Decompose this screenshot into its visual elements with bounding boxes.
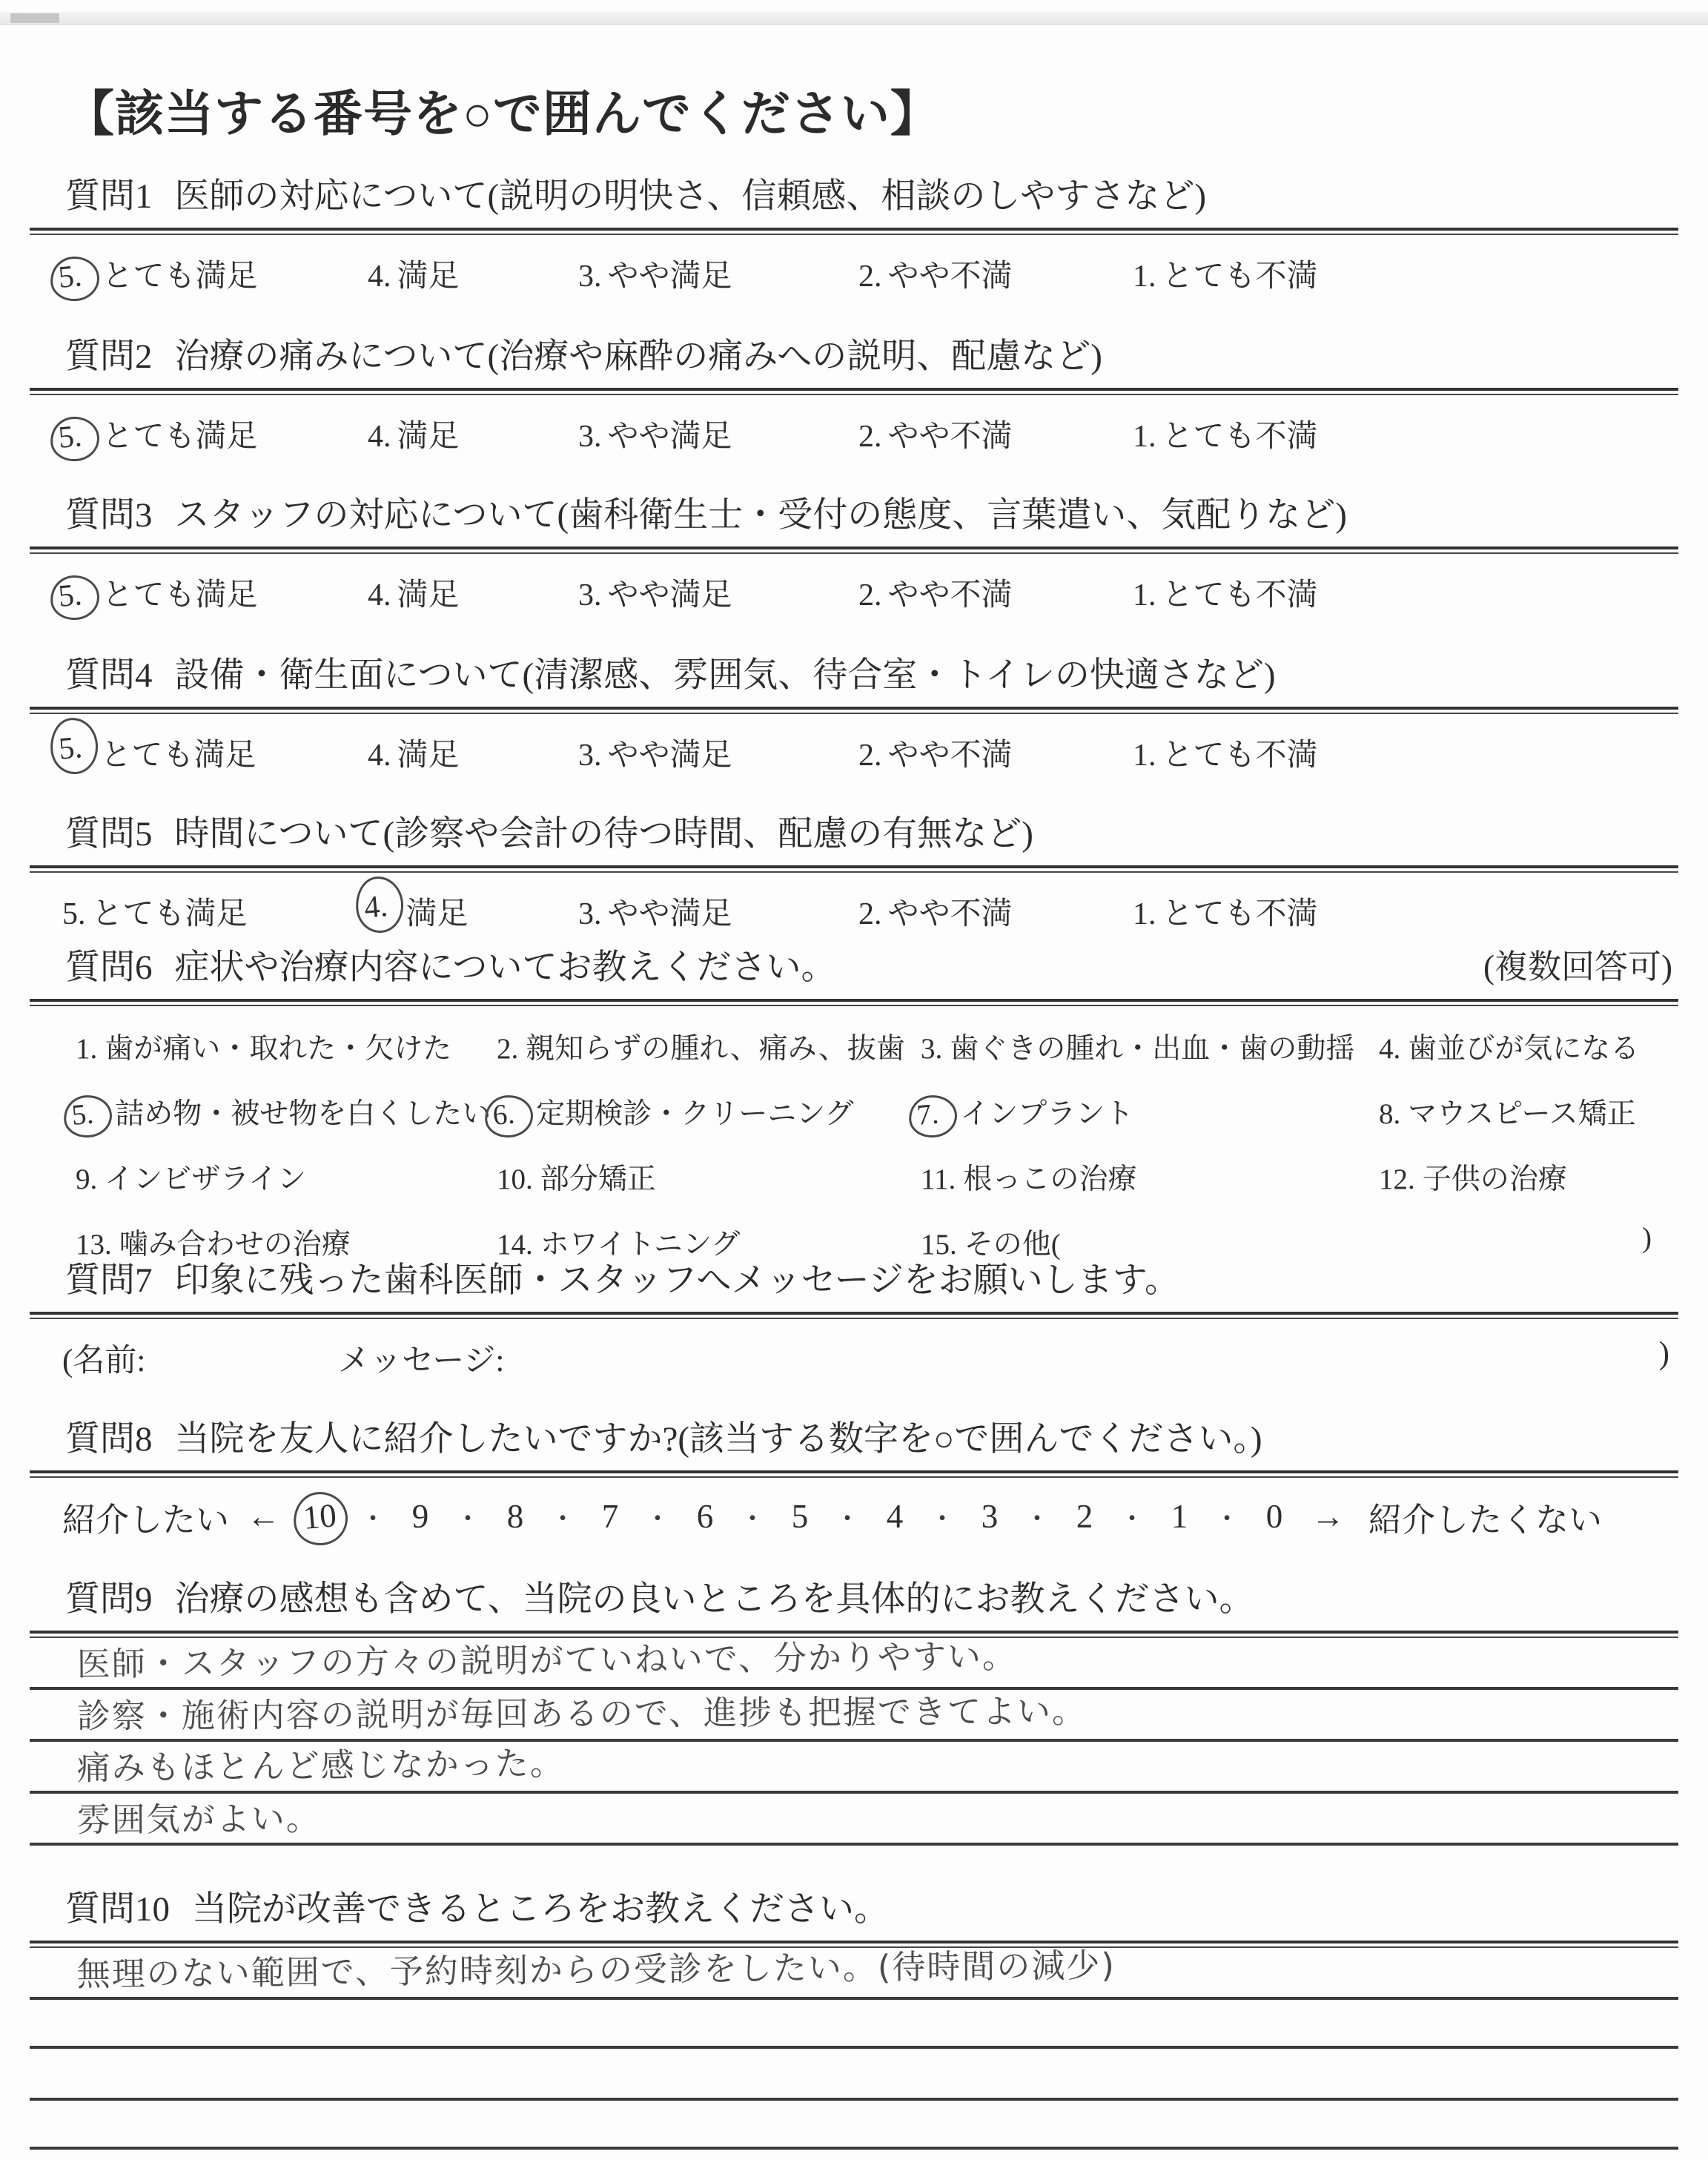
left-arrow-icon: ←	[247, 1498, 281, 1536]
scan-artifact-stub	[10, 13, 59, 23]
question-3-options	[30, 570, 1678, 615]
question-9-number: 質問9	[65, 1580, 153, 1619]
rating-option-5: 5. とても満足	[62, 412, 368, 456]
symptom-option-15-label: 15. その他(	[921, 1228, 1061, 1261]
scale-dot: ・	[1214, 1503, 1241, 1533]
question-2-text: 治療の痛みについて(治療や麻酔の痛みへの説明、配慮など)	[174, 337, 1102, 376]
close-paren: )	[1658, 1335, 1669, 1371]
question-6-options-grid	[30, 1025, 1678, 1263]
blank-ruled-line	[30, 2000, 1678, 2049]
rating-option-1: 1. とても不満	[1133, 419, 1318, 454]
question-10-heading	[30, 1888, 1678, 1932]
question-4-heading	[30, 654, 1678, 698]
question-9-text: 治療の感想も含めて、当院の良いところを具体的にお教えください。	[174, 1580, 1254, 1619]
rating-option-3: 3. やや満足	[578, 896, 732, 931]
question-7-text: 印象に残った歯科医師・スタッフへメッセージをお願いします。	[174, 1261, 1179, 1300]
question-2-block	[30, 335, 1678, 456]
rating-option-4: 4. 満足	[368, 259, 460, 294]
rating-option-4: 4. 満足	[368, 578, 460, 612]
scale-dot: ・	[929, 1503, 956, 1533]
scale-number-2: 2	[1076, 1498, 1093, 1536]
scale-number-3: 3	[981, 1498, 999, 1536]
selection-circle: 5.	[62, 1093, 114, 1139]
symptom-option-6: 6. 定期検診・クリーニング	[497, 1091, 921, 1132]
blank-ruled-line	[30, 2101, 1678, 2150]
question-2-number: 質問2	[65, 337, 153, 376]
ruled-line	[30, 999, 1678, 1006]
rating-option-5: 5. とても満足	[62, 730, 368, 775]
scale-number-0: 0	[1265, 1498, 1283, 1536]
rating-option-2: 2. やや不満	[858, 419, 1013, 454]
scale-number-6: 6	[696, 1498, 714, 1536]
handwritten-text: 痛みもほとんど感じなかった。	[76, 1743, 565, 1788]
symptom-option-7: 7. インプラント	[921, 1091, 1379, 1132]
ruled-line	[30, 228, 1678, 235]
nps-scale-row	[30, 1493, 1678, 1541]
selection-circle: 5.	[49, 415, 101, 463]
blank-ruled-line	[30, 2049, 1678, 2101]
rating-option-3: 3. やや満足	[578, 738, 732, 773]
handwritten-answer-line	[30, 1794, 1678, 1846]
question-3-text: スタッフの対応について(歯科衛生士・受付の態度、言葉遣い、気配りなど)	[174, 496, 1347, 535]
rating-option-1: 1. とても不満	[1133, 259, 1318, 294]
rating-option-2: 2. やや不満	[858, 738, 1013, 773]
selection-circle: 7.	[907, 1093, 959, 1139]
scale-number-5: 5	[791, 1498, 809, 1536]
symptom-option-11: 11. 根っこの治療	[921, 1163, 1137, 1195]
symptom-option-10: 10. 部分矯正	[497, 1163, 656, 1195]
rating-option-5: 5. とても満足	[62, 570, 368, 615]
scale-left-label: 紹介したい	[62, 1501, 230, 1539]
question-4-block	[30, 654, 1678, 775]
rating-option-2: 2. やや不満	[858, 259, 1013, 294]
handwritten-answer-line	[30, 1690, 1678, 1742]
symptom-option-9: 9. インビザライン	[76, 1163, 307, 1195]
question-8-heading	[30, 1418, 1678, 1462]
rating-option-4: 4. 満足	[368, 738, 460, 773]
question-4-number: 質問4	[65, 656, 153, 695]
question-7-answer-row	[30, 1335, 1678, 1381]
question-6-block	[30, 946, 1678, 1263]
question-1-text: 医師の対応について(説明の明快さ、信頼感、相談のしやすさなど)	[174, 177, 1206, 216]
question-1-block	[30, 175, 1678, 296]
rating-option-4: 4. 満足	[368, 889, 578, 934]
rating-option-2: 2. やや不満	[858, 896, 1013, 931]
ruled-line	[30, 1470, 1678, 1478]
right-arrow-icon: →	[1311, 1498, 1345, 1536]
scale-number-7: 7	[601, 1498, 619, 1536]
selection-circle: 10	[291, 1490, 350, 1548]
handwritten-text: 雰囲気がよい。	[76, 1798, 321, 1840]
scale-number-4: 4	[886, 1498, 904, 1536]
handwritten-answer-line	[30, 1742, 1678, 1794]
rating-option-1: 1. とても不満	[1133, 578, 1318, 612]
question-1-options	[30, 251, 1678, 296]
scan-artifact-band	[0, 12, 1708, 25]
scale-dot: ・	[1024, 1503, 1051, 1533]
handwritten-text: 診察・施術内容の説明が毎回あるので、進捗も把握できてよい。	[76, 1691, 1088, 1736]
scale-dot: ・	[1119, 1503, 1146, 1533]
question-5-block	[30, 813, 1678, 934]
question-6-text: 症状や治療内容についてお教えください。	[174, 948, 836, 987]
rating-option-3: 3. やや満足	[578, 419, 732, 454]
scale-number-10	[298, 1497, 345, 1536]
scale-right-label: 紹介したくない	[1368, 1501, 1603, 1539]
question-2-options	[30, 412, 1678, 456]
symptom-option-2: 2. 親知らずの腫れ、痛み、抜歯	[497, 1032, 905, 1065]
symptom-option-8: 8. マウスピース矯正	[1379, 1097, 1636, 1130]
handwritten-text: 医師・スタッフの方々の説明がていねいで、分かりやすい。	[76, 1636, 1018, 1684]
rating-option-1: 1. とても不満	[1133, 896, 1318, 931]
question-5-options	[30, 889, 1678, 934]
symptom-option-1: 1. 歯が痛い・取れた・欠けた	[76, 1032, 452, 1065]
question-3-heading	[30, 494, 1678, 538]
rating-option-5: 5. とても満足	[62, 896, 248, 931]
question-3-number: 質問3	[65, 496, 153, 535]
rating-option-2: 2. やや不満	[858, 578, 1013, 612]
question-7-block	[30, 1259, 1678, 1381]
symptom-option-15-other	[921, 1221, 1678, 1263]
question-5-text: 時間について(診察や会計の待つ時間、配慮の有無など)	[174, 815, 1033, 853]
symptom-option-12: 12. 子供の治療	[1379, 1163, 1567, 1195]
scale-number-9: 9	[411, 1498, 429, 1536]
question-10-number: 質問10	[65, 1890, 170, 1929]
handwritten-answer-line	[30, 1638, 1678, 1690]
name-field-label: (名前:	[62, 1343, 146, 1378]
scale-dot: ・	[834, 1503, 861, 1533]
question-10-block	[30, 1888, 1678, 2150]
question-1-number: 質問1	[65, 177, 153, 216]
multiple-answers-note: (複数回答可)	[1483, 948, 1672, 985]
rating-option-4: 4. 満足	[368, 419, 460, 454]
scale-dot: ・	[454, 1503, 482, 1533]
scale-dot: ・	[644, 1503, 672, 1533]
scale-dot: ・	[360, 1503, 387, 1533]
question-3-block	[30, 494, 1678, 615]
question-8-block	[30, 1418, 1678, 1541]
scale-number-8: 8	[506, 1498, 524, 1536]
question-10-text: 当院が改善できるところをお教えください。	[192, 1890, 889, 1929]
selection-circle: 5.	[49, 254, 101, 303]
question-4-text: 設備・衛生面について(清潔感、雰囲気、待合室・トイレの快適さなど)	[174, 656, 1276, 695]
question-1-heading	[30, 175, 1678, 219]
question-6-number: 質問6	[65, 948, 153, 987]
selection-circle: 6.	[483, 1093, 535, 1139]
symptom-option-5: 5. 詰め物・被せ物を白くしたい	[76, 1091, 497, 1132]
other-close-paren: )	[1642, 1221, 1652, 1254]
question-2-heading	[30, 335, 1678, 379]
selection-circle: 4.	[354, 874, 406, 934]
question-7-number: 質問7	[65, 1261, 153, 1300]
scale-dot: ・	[549, 1503, 577, 1533]
rating-option-3: 3. やや満足	[578, 259, 732, 294]
question-6-heading	[30, 946, 1678, 990]
question-9-block	[30, 1578, 1678, 1846]
message-field-label: メッセージ:	[338, 1343, 505, 1378]
question-7-heading	[30, 1259, 1678, 1303]
rating-option-3: 3. やや満足	[578, 578, 732, 612]
question-4-options	[30, 730, 1678, 775]
question-8-number: 質問8	[65, 1420, 153, 1459]
symptom-option-4: 4. 歯並びが気になる	[1379, 1032, 1640, 1065]
selection-circle: 5.	[48, 716, 100, 776]
question-9-heading	[30, 1578, 1678, 1622]
question-6-heading-left	[30, 946, 836, 990]
ruled-line	[30, 388, 1678, 395]
ruled-line	[30, 546, 1678, 554]
handwritten-text: 無理のない範囲で、予約時刻からの受診をしたい。(待時間の減少)	[76, 1945, 1116, 1994]
symptom-option-13: 13. 噛み合わせの治療	[76, 1228, 351, 1261]
scale-dot: ・	[739, 1503, 767, 1533]
symptom-option-14: 14. ホワイトニング	[497, 1228, 741, 1261]
question-5-number: 質問5	[65, 815, 153, 853]
scale-number-1: 1	[1171, 1498, 1188, 1536]
ruled-line	[30, 707, 1678, 714]
question-5-heading	[30, 813, 1678, 856]
rating-option-5: 5. とても満足	[62, 251, 368, 296]
symptom-option-3: 3. 歯ぐきの腫れ・出血・歯の動揺	[921, 1032, 1355, 1065]
question-8-text: 当院を友人に紹介したいですか?(該当する数字を○で囲んでください。)	[174, 1420, 1262, 1459]
handwritten-answer-line	[30, 1945, 1678, 2000]
ruled-line	[30, 1312, 1678, 1319]
ruled-line	[30, 865, 1678, 873]
selection-circle: 5.	[49, 573, 101, 621]
rating-option-1: 1. とても不満	[1133, 738, 1318, 773]
form-title: 【該当する番号を○で囲んでください】	[65, 87, 940, 142]
